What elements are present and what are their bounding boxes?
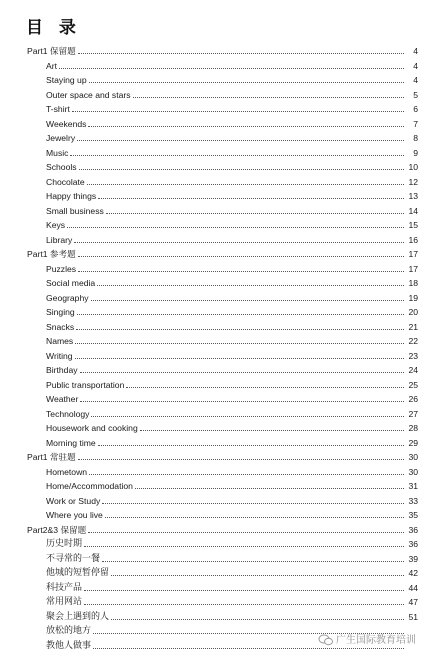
toc-label: Jewelry: [46, 133, 76, 143]
toc-entry[interactable]: [0, 477, 438, 491]
toc-page-number: 36: [408, 539, 418, 549]
toc-page-number: 9: [413, 147, 418, 158]
toc-leader: [93, 647, 404, 649]
toc-page-number: 27: [408, 408, 418, 419]
toc-entry[interactable]: [0, 71, 438, 85]
toc-page-number: 28: [408, 423, 418, 433]
toc-entry[interactable]: [0, 231, 438, 245]
toc-entry[interactable]: [0, 550, 438, 564]
toc-page-number: 17: [408, 263, 418, 274]
toc-label: Part1 参考题: [27, 249, 76, 259]
toc-entry[interactable]: [0, 390, 438, 404]
toc-leader: [59, 67, 404, 69]
toc-label: Morning time: [46, 437, 96, 448]
toc-leader: [84, 545, 404, 547]
toc-leader: [126, 386, 404, 388]
toc-label: 教他人做事: [46, 640, 92, 651]
toc-page-number: 24: [408, 365, 418, 375]
toc-leader: [67, 226, 404, 228]
toc-page-number: 23: [408, 350, 418, 361]
toc-page-number: 4: [413, 46, 418, 56]
toc-page-number: 42: [408, 568, 418, 578]
toc-label: Weekends: [46, 118, 87, 129]
toc-entry[interactable]: [0, 86, 438, 100]
watermark: [318, 631, 416, 646]
toc-entry[interactable]: [0, 492, 438, 506]
toc-entry[interactable]: [0, 347, 438, 361]
toc-leader: [88, 531, 404, 533]
toc-label: Part1 保留题: [27, 46, 76, 56]
toc-leader: [106, 212, 404, 214]
toc-page-number: 39: [408, 553, 418, 564]
toc-page-number: 47: [408, 597, 418, 607]
toc-entry[interactable]: [0, 115, 438, 129]
toc-label: Home/Accommodation: [46, 481, 133, 491]
toc-leader: [70, 154, 404, 156]
toc-entry[interactable]: [0, 202, 438, 216]
toc-entry[interactable]: [0, 506, 438, 520]
toc-label: Outer space and stars: [46, 89, 131, 100]
toc-section[interactable]: [0, 245, 438, 259]
toc-leader: [84, 603, 404, 605]
toc-label: 科技产品: [46, 582, 83, 593]
toc-leader: [111, 618, 404, 620]
toc-page-number: 19: [408, 292, 418, 303]
toc-page-number: 44: [408, 582, 418, 593]
toc-label: Puzzles: [46, 263, 77, 274]
toc-leader: [74, 241, 404, 243]
watermark-text: 广生国际教育培训: [336, 635, 416, 646]
toc-leader: [75, 342, 404, 344]
toc-label: 历史时期: [46, 539, 83, 549]
wechat-icon: [318, 634, 334, 646]
toc-leader: [89, 473, 404, 475]
toc-page-number: 20: [408, 307, 418, 317]
toc-label: Social media: [46, 278, 96, 288]
toc-page-number: 29: [408, 437, 418, 448]
toc-page-number: 6: [413, 104, 418, 114]
toc-entry[interactable]: [0, 187, 438, 201]
toc-page-number: 22: [408, 336, 418, 346]
toc-label: T-shirt: [46, 104, 70, 114]
toc-leader: [72, 110, 404, 112]
toc-entry[interactable]: [0, 434, 438, 448]
toc-entry[interactable]: [0, 405, 438, 419]
toc-entry[interactable]: [0, 158, 438, 172]
toc-label: Writing: [46, 350, 73, 361]
toc-leader: [77, 139, 404, 141]
toc-leader: [80, 371, 404, 373]
toc-page-number: 35: [408, 510, 418, 520]
toc-leader: [102, 502, 404, 504]
toc-leader: [88, 125, 404, 127]
toc-entry[interactable]: [0, 376, 438, 390]
toc-entry[interactable]: [0, 318, 438, 332]
toc-label: Technology: [46, 408, 90, 419]
toc-leader: [78, 458, 404, 460]
toc-page-number: 30: [408, 466, 418, 477]
page-title: 目 录: [26, 18, 81, 38]
toc-section[interactable]: [0, 521, 438, 535]
toc-leader: [133, 96, 404, 98]
toc-label: 不寻常的一餐: [46, 553, 101, 564]
toc-label: Hometown: [46, 466, 88, 477]
toc-label: 常用网站: [46, 597, 83, 607]
toc-page-number: 8: [413, 133, 418, 143]
toc-label: Geography: [46, 292, 89, 303]
toc-entry[interactable]: [0, 289, 438, 303]
toc-label: Singing: [46, 307, 75, 317]
toc-label: Where you live: [46, 510, 103, 520]
toc-label: Work or Study: [46, 495, 101, 506]
toc-page-number: 10: [408, 162, 418, 172]
toc-leader: [105, 516, 404, 518]
toc-entry[interactable]: [0, 129, 438, 143]
toc-entry[interactable]: [0, 260, 438, 274]
toc-page-number: 7: [413, 118, 418, 129]
toc-page-number: 51: [408, 611, 418, 622]
toc-page-number: 30: [408, 452, 418, 462]
toc-page-number: 18: [408, 278, 418, 288]
toc-label: Weather: [46, 394, 79, 404]
toc-page-number: 4: [413, 75, 418, 85]
toc-label: Staying up: [46, 75, 87, 85]
toc-section[interactable]: [0, 42, 438, 56]
toc-page-number: 12: [408, 176, 418, 187]
toc-entry[interactable]: [0, 100, 438, 114]
toc-leader: [140, 429, 404, 431]
toc-page-number: 14: [408, 205, 418, 216]
toc-section[interactable]: [0, 448, 438, 462]
toc-page-number: 25: [408, 379, 418, 390]
toc-label: Small business: [46, 205, 104, 216]
toc-label: Chocolate: [46, 176, 85, 187]
toc-entry[interactable]: [0, 173, 438, 187]
toc-entry[interactable]: [0, 57, 438, 71]
toc-entry[interactable]: [0, 216, 438, 230]
toc-entry[interactable]: [0, 332, 438, 346]
toc-leader: [78, 255, 404, 257]
toc-label: Birthday: [46, 365, 78, 375]
toc-page-number: 33: [408, 495, 418, 506]
toc-leader: [98, 444, 404, 446]
toc-page-number: 17: [408, 249, 418, 259]
toc-page-number: 36: [408, 524, 418, 535]
toc-page-number: 16: [408, 234, 418, 245]
toc-entry[interactable]: [0, 361, 438, 375]
toc-leader: [91, 299, 404, 301]
toc-label: Art: [46, 60, 57, 71]
toc-entry[interactable]: [0, 274, 438, 288]
toc-label: 他城的短暂停留: [46, 568, 110, 578]
toc-page-number: 21: [408, 321, 418, 332]
toc-leader: [98, 197, 404, 199]
toc-label: Housework and cooking: [46, 423, 138, 433]
toc-entry[interactable]: [0, 579, 438, 593]
toc-leader: [97, 284, 404, 286]
toc-label: Library: [46, 234, 73, 245]
toc-page-number: 13: [408, 191, 418, 201]
toc-leader: [79, 168, 404, 170]
toc-leader: [78, 52, 404, 54]
toc-leader: [87, 183, 404, 185]
toc-page-number: 4: [413, 60, 418, 71]
toc-leader: [111, 574, 404, 576]
toc-leader: [80, 400, 404, 402]
toc-entry[interactable]: [0, 535, 438, 549]
toc-leader: [75, 357, 404, 359]
toc-leader: [102, 560, 404, 562]
toc-label: Part1 常驻题: [27, 452, 76, 462]
toc-label: 聚会上遇到的人: [46, 611, 110, 622]
toc-entry[interactable]: [0, 608, 438, 622]
toc-page-number: 31: [408, 481, 418, 491]
toc-entry[interactable]: [0, 419, 438, 433]
toc-page-number: 26: [408, 394, 418, 404]
toc-page-number: 5: [413, 89, 418, 100]
toc-entry[interactable]: [0, 564, 438, 578]
toc-label: Part2&3 保留题: [27, 524, 87, 535]
toc-label: Public transportation: [46, 379, 125, 390]
toc-leader: [76, 328, 404, 330]
toc-entry[interactable]: [0, 463, 438, 477]
toc-leader: [91, 415, 404, 417]
toc-leader: [84, 589, 404, 591]
toc-page-number: 15: [408, 220, 418, 230]
toc-leader: [77, 313, 404, 315]
toc-leader: [78, 270, 404, 272]
toc-label: Music: [46, 147, 69, 158]
toc-entry[interactable]: [0, 593, 438, 607]
toc-label: 放松的地方: [46, 626, 92, 636]
toc-label: Schools: [46, 162, 77, 172]
toc-label: Snacks: [46, 321, 75, 332]
toc-leader: [89, 81, 404, 83]
toc-leader: [135, 487, 404, 489]
toc-label: Happy things: [46, 191, 97, 201]
toc-entry[interactable]: [0, 144, 438, 158]
toc-entry[interactable]: [0, 303, 438, 317]
toc-label: Keys: [46, 220, 66, 230]
toc-label: Names: [46, 336, 74, 346]
